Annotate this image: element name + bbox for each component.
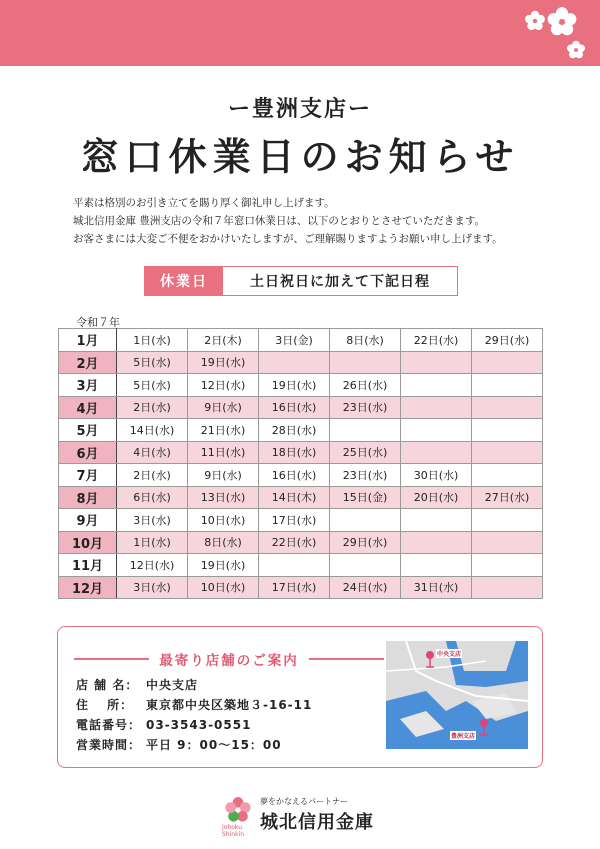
day-cell: 3日(金) — [259, 329, 330, 352]
day-cell — [401, 509, 472, 532]
calendar-row — [59, 441, 543, 464]
day-cell: 5日(水) — [117, 374, 188, 397]
day-cell: 2日(水) — [117, 464, 188, 487]
month-cell: 12月 — [59, 576, 117, 599]
store-heading-text: 最寄り店舗のご案内 — [159, 653, 299, 669]
day-cell: 8日(水) — [330, 329, 401, 352]
day-cell: 13日(水) — [188, 486, 259, 509]
day-cell: 3日(水) — [117, 509, 188, 532]
logo-name: 城北信用金庫 — [260, 812, 374, 833]
row-key: 住 所： — [76, 698, 134, 712]
day-cell — [472, 554, 543, 577]
day-cell — [472, 419, 543, 442]
day-cell: 16日(水) — [259, 464, 330, 487]
calendar-row — [59, 396, 543, 419]
calendar-row — [59, 464, 543, 487]
month-cell: 11月 — [59, 554, 117, 577]
row-key: 店 舗 名： — [76, 678, 139, 692]
location-map — [386, 641, 528, 749]
day-cell: 24日(水) — [330, 576, 401, 599]
day-cell: 10日(水) — [188, 509, 259, 532]
holiday-calendar-table — [58, 328, 543, 599]
map-pin-icon — [426, 651, 434, 659]
holiday-description: 土日祝日に加えて下記日程 — [250, 274, 430, 290]
row-value: 東京都中央区築地３-16-11 — [146, 698, 313, 712]
map-label-toyosu: 豊洲支店 — [451, 733, 476, 740]
day-cell: 19日(水) — [188, 351, 259, 374]
logo-tagline: 夢をかなえるパートナー — [260, 797, 348, 806]
day-cell: 23日(水) — [330, 464, 401, 487]
top-banner — [0, 0, 600, 66]
day-cell — [401, 419, 472, 442]
day-cell: 16日(水) — [259, 396, 330, 419]
divider — [309, 658, 384, 660]
day-cell: 18日(水) — [259, 441, 330, 464]
day-cell — [401, 396, 472, 419]
day-cell: 22日(水) — [259, 531, 330, 554]
store-row-hours — [76, 735, 312, 755]
month-cell: 8月 — [59, 486, 117, 509]
day-cell — [330, 351, 401, 374]
logo-roman-line: Shinkin — [222, 831, 245, 838]
month-cell: 6月 — [59, 441, 117, 464]
day-cell: 15日(金) — [330, 486, 401, 509]
calendar-row — [59, 351, 543, 374]
day-cell: 10日(水) — [188, 576, 259, 599]
month-cell: 7月 — [59, 464, 117, 487]
calendar-row — [59, 531, 543, 554]
day-cell: 29日(水) — [472, 329, 543, 352]
day-cell — [401, 554, 472, 577]
company-logo — [220, 796, 400, 846]
day-cell — [401, 531, 472, 554]
day-cell: 1日(水) — [117, 531, 188, 554]
day-cell: 1日(水) — [117, 329, 188, 352]
day-cell: 23日(水) — [330, 396, 401, 419]
map-pin-icon — [480, 719, 488, 727]
day-cell — [401, 374, 472, 397]
sakura-logo-icon — [224, 796, 252, 824]
store-row-phone — [76, 715, 312, 735]
store-info-card — [57, 626, 543, 768]
divider — [74, 658, 149, 660]
day-cell: 19日(水) — [259, 374, 330, 397]
calendar-row — [59, 419, 543, 442]
day-cell: 19日(水) — [188, 554, 259, 577]
sakura-icon — [524, 10, 546, 32]
calendar-row — [59, 329, 543, 352]
row-value: 中央支店 — [146, 678, 199, 692]
calendar-row — [59, 576, 543, 599]
day-cell: 14日(木) — [259, 486, 330, 509]
page-title: 窓口休業日のお知らせ — [80, 135, 520, 179]
month-cell: 10月 — [59, 531, 117, 554]
calendar-row — [59, 509, 543, 532]
month-cell: 4月 — [59, 396, 117, 419]
day-cell: 6日(水) — [117, 486, 188, 509]
row-key: 電話番号： — [76, 718, 142, 732]
day-cell — [472, 509, 543, 532]
day-cell: 3日(水) — [117, 576, 188, 599]
day-cell: 22日(水) — [401, 329, 472, 352]
month-cell: 5月 — [59, 419, 117, 442]
day-cell — [472, 396, 543, 419]
store-details — [76, 675, 312, 755]
holiday-banner — [144, 266, 458, 296]
day-cell: 2日(水) — [117, 396, 188, 419]
day-cell — [472, 441, 543, 464]
era-label: 令和７年 — [76, 316, 120, 329]
day-cell — [259, 351, 330, 374]
sakura-icon — [546, 6, 578, 38]
map-label-center: 中央支店 — [437, 651, 462, 658]
day-cell — [472, 576, 543, 599]
branch-subtitle: ー豊洲支店ー — [227, 97, 372, 122]
day-cell: 29日(水) — [330, 531, 401, 554]
intro-text — [73, 194, 553, 248]
day-cell: 21日(水) — [188, 419, 259, 442]
logo-roman-line: Johoku — [222, 824, 243, 831]
logo-roman — [222, 824, 244, 838]
row-value: 03-3543-0551 — [146, 718, 252, 732]
month-cell: 1月 — [59, 329, 117, 352]
calendar-row — [59, 486, 543, 509]
day-cell: 9日(水) — [188, 464, 259, 487]
day-cell: 9日(水) — [188, 396, 259, 419]
intro-line: 城北信用金庫 豊洲支店の令和７年窓口休業日は、以下のとおりとさせていただきます。 — [73, 215, 485, 227]
month-cell: 9月 — [59, 509, 117, 532]
day-cell: 17日(水) — [259, 576, 330, 599]
day-cell: 20日(水) — [401, 486, 472, 509]
day-cell: 2日(木) — [188, 329, 259, 352]
day-cell: 28日(水) — [259, 419, 330, 442]
row-value: 平日 9：00〜15：00 — [146, 738, 282, 752]
calendar-row — [59, 554, 543, 577]
day-cell — [330, 554, 401, 577]
store-heading — [74, 649, 384, 669]
store-row-name — [76, 675, 312, 695]
day-cell: 11日(水) — [188, 441, 259, 464]
day-cell: 5日(水) — [117, 351, 188, 374]
row-key: 営業時間： — [76, 738, 142, 752]
day-cell — [259, 554, 330, 577]
holiday-label: 休業日 — [145, 267, 223, 295]
day-cell — [330, 419, 401, 442]
day-cell — [401, 441, 472, 464]
day-cell: 26日(水) — [330, 374, 401, 397]
month-cell: 2月 — [59, 351, 117, 374]
calendar-row — [59, 374, 543, 397]
store-row-address — [76, 695, 312, 715]
day-cell: 17日(水) — [259, 509, 330, 532]
intro-line: お客さまには大変ご不便をおかけいたしますが、ご理解賜りますようお願い申し上げます。 — [73, 233, 503, 245]
intro-line: 平素は格別のお引き立てを賜り厚く御礼申し上げます。 — [73, 197, 335, 209]
day-cell — [330, 509, 401, 532]
day-cell: 14日(水) — [117, 419, 188, 442]
day-cell — [472, 351, 543, 374]
day-cell — [472, 531, 543, 554]
day-cell: 12日(水) — [117, 554, 188, 577]
day-cell: 31日(水) — [401, 576, 472, 599]
day-cell: 30日(水) — [401, 464, 472, 487]
day-cell: 8日(水) — [188, 531, 259, 554]
day-cell — [472, 464, 543, 487]
month-cell: 3月 — [59, 374, 117, 397]
day-cell: 27日(水) — [472, 486, 543, 509]
day-cell: 4日(水) — [117, 441, 188, 464]
day-cell — [401, 351, 472, 374]
day-cell: 12日(水) — [188, 374, 259, 397]
sakura-icon — [566, 40, 586, 60]
day-cell — [472, 374, 543, 397]
day-cell: 25日(水) — [330, 441, 401, 464]
